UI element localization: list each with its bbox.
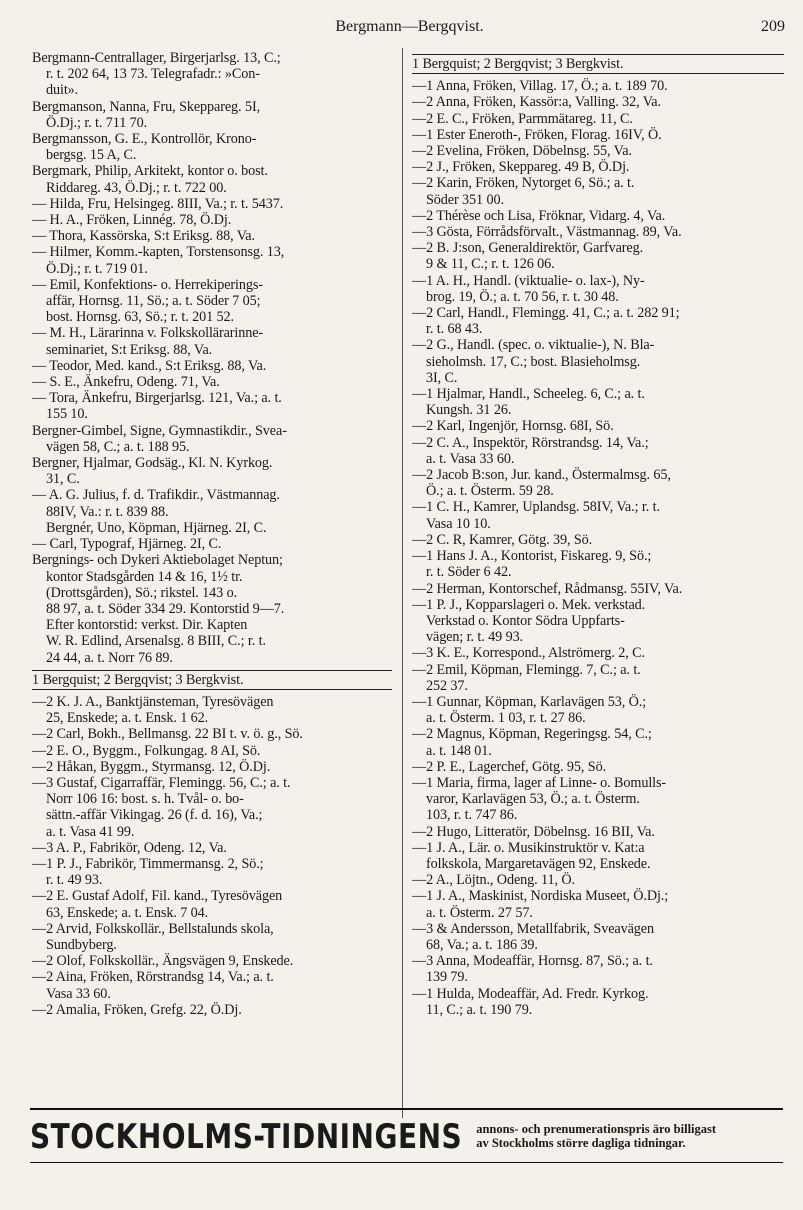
page-header: [34, 18, 785, 42]
directory-entry-line: 31, C.: [46, 471, 80, 488]
directory-entry-line: —1 Gunnar, Köpman, Karlavägen 53, Ö.;: [412, 693, 647, 710]
directory-entry-line: —2 Karl, Ingenjör, Hornsg. 68I, Sö.: [412, 418, 614, 435]
page-number: 209: [761, 18, 785, 35]
directory-entry-line: — Emil, Konfektions- o. Herrekiperings-: [32, 276, 263, 293]
directory-entry-line: duit».: [46, 82, 79, 99]
running-title: Bergmann—Bergqvist.: [335, 18, 484, 35]
directory-entry-line: bost. Hornsg. 63, Sö.; r. t. 201 52.: [46, 309, 234, 326]
directory-entry-line: brog. 19, Ö.; a. t. 70 56, r. t. 30 48.: [426, 288, 619, 305]
directory-entry-line: r. t. 202 64, 13 73. Telegrafadr.: »Con-: [46, 66, 260, 83]
directory-entry-line: Efter kontorstid: verkst. Dir. Kapten: [46, 617, 248, 634]
directory-entry-line: 103, r. t. 747 86.: [426, 807, 518, 824]
directory-entry-line: 9 & 11, C.; r. t. 126 06.: [426, 256, 555, 273]
directory-entry-line: —1 A. H., Handl. (viktualie- o. lax-), Ny-: [412, 272, 645, 289]
directory-entry-line: Bergmansson, G. E., Kontrollör, Krono-: [32, 131, 257, 148]
directory-entry-line: — Hilda, Fru, Helsingeg. 8III, Va.; r. t. 5437.: [32, 195, 284, 212]
directory-entry-line: Sundbyberg.: [46, 936, 117, 953]
directory-entry-line: 1 Bergquist; 2 Bergqvist; 3 Bergkvist.: [32, 670, 392, 690]
directory-entry-line: — Thora, Kassörska, S:t Eriksg. 88, Va.: [32, 228, 255, 245]
directory-entry-line: 68, Va.; a. t. 186 39.: [426, 936, 538, 953]
directory-entry-line: —2 Herman, Kontorschef, Rådmansg. 55IV, Va.: [412, 580, 683, 597]
directory-entry-line: —2 P. E., Lagerchef, Götg. 95, Sö.: [412, 758, 607, 775]
directory-entry-line: Riddareg. 43, Ö.Dj.; r. t. 722 00.: [46, 179, 227, 196]
directory-entry-line: —2 Håkan, Byggm., Styrmansg. 12, Ö.Dj.: [32, 758, 271, 775]
directory-entry-line: Kungsh. 31 26.: [426, 402, 512, 419]
directory-entry-line: —1 P. J., Kopparslageri o. Mek. verkstad.: [412, 596, 646, 613]
directory-entry-line: —1 C. H., Kamrer, Uplandsg. 58IV, Va.; r. t.: [412, 499, 660, 516]
directory-entry-line: —1 J. A., Maskinist, Nordiska Museet, Ö.Dj.;: [412, 888, 669, 905]
directory-entry-line: — Carl, Typograf, Hjärneg. 2I, C.: [32, 536, 222, 553]
advertisement-tagline: [476, 1122, 716, 1150]
directory-entry-line: vägen 58, C.; a. t. 188 95.: [46, 438, 190, 455]
tagline-line-1: annons- och prenumerationspris äro billigast: [476, 1122, 717, 1136]
directory-entry-line: —2 Evelina, Fröken, Döbelnsg. 55, Va.: [412, 143, 632, 160]
directory-entry-line: —2 K. J. A., Banktjänsteman, Tyresövägen: [32, 693, 274, 710]
newspaper-name: STOCKHOLMS-TIDNINGENS: [30, 1116, 463, 1156]
directory-entry-line: —3 K. E., Korrespond., Alströmerg. 2, C.: [412, 645, 645, 662]
directory-entry-line: —2 E. Gustaf Adolf, Fil. kand., Tyresövägen: [32, 888, 283, 905]
directory-entry-line: Vasa 10 10.: [426, 515, 491, 532]
directory-entry-line: Bergnings- och Dykeri Aktiebolaget Neptun;: [32, 552, 283, 569]
column-divider: [402, 48, 403, 1118]
directory-entry-line: Ö.Dj.; r. t. 719 01.: [46, 260, 148, 277]
directory-entry-line: sieholmsh. 17, C.; bost. Blasieholmsg.: [426, 353, 641, 370]
directory-entry-line: kontor Stadsgården 14 & 16, 1½ tr.: [46, 568, 243, 585]
directory-entry-line: r. t. 49 93.: [46, 872, 103, 889]
directory-entry-line: 88 97, a. t. Söder 334 29. Kontorstid 9—7.: [46, 600, 285, 617]
directory-entry-line: —2 A., Löjtn., Odeng. 11, Ö.: [412, 872, 575, 889]
directory-entry-line: —2 Jacob B:son, Jur. kand., Östermalmsg. 65,: [412, 467, 671, 484]
directory-entry-line: affär, Hornsg. 11, Sö.; a. t. Söder 7 05;: [46, 293, 261, 310]
directory-entry-line: 63, Enskede; a. t. Ensk. 7 04.: [46, 904, 209, 921]
directory-entry-line: — Tora, Änkefru, Birgerjarlsg. 121, Va.; a. t.: [32, 390, 282, 407]
directory-entry-line: —1 Hans J. A., Kontorist, Fiskareg. 9, Sö.;: [412, 548, 652, 565]
directory-entry-line: Bergner, Hjalmar, Godsäg., Kl. N. Kyrkog.: [32, 455, 273, 472]
advertisement-banner: [30, 1108, 783, 1163]
directory-entry-line: — H. A., Fröken, Linnég. 78, Ö.Dj.: [32, 212, 232, 229]
directory-entry-line: —2 Amalia, Fröken, Grefg. 22, Ö.Dj.: [32, 1001, 242, 1018]
directory-entry-line: —2 Anna, Fröken, Kassör:a, Valling. 32, Va.: [412, 94, 661, 111]
directory-entry-line: —3 A. P., Fabrikör, Odeng. 12, Va.: [32, 839, 227, 856]
directory-entry-line: —1 Hjalmar, Handl., Scheeleg. 6, C.; a. t.: [412, 386, 645, 403]
directory-entry-line: 252 37.: [426, 677, 468, 694]
directory-entry-line: —1 Anna, Fröken, Villag. 17, Ö.; a. t. 189 70.: [412, 78, 668, 95]
directory-entry-line: —1 J. A., Lär. o. Musikinstruktör v. Kat:a: [412, 839, 645, 856]
directory-entry-line: vägen; r. t. 49 93.: [426, 629, 524, 646]
directory-entry-line: — Teodor, Med. kand., S:t Eriksg. 88, Va.: [32, 357, 267, 374]
directory-entry-line: —2 B. J:son, Generaldirektör, Garfvareg.: [412, 240, 644, 257]
directory-entry-line: —2 G., Handl. (spec. o. viktualie-), N. Bla-: [412, 337, 655, 354]
directory-entry-line: Verkstad o. Kontor Södra Uppfarts-: [426, 612, 625, 629]
left-column: [32, 50, 392, 1018]
directory-entry-line: —2 Carl, Bokh., Bellmansg. 22 BI t. v. ö. g., Sö.: [32, 726, 303, 743]
directory-entry-line: 139 79.: [426, 969, 468, 986]
directory-entry-line: —1 P. J., Fabrikör, Timmermansg. 2, Sö.;: [32, 855, 264, 872]
directory-entry-line: —2 Aina, Fröken, Rörstrandsg 14, Va.; a. t.: [32, 969, 274, 986]
directory-entry-line: —2 J., Fröken, Skeppareg. 49 B, Ö.Dj.: [412, 159, 630, 176]
directory-entry-line: —2 Olof, Folkskollär., Ängsvägen 9, Enskede.: [32, 953, 294, 970]
directory-entry-line: Söder 351 00.: [426, 191, 504, 208]
directory-entry-line: bergsg. 15 A, C.: [46, 147, 137, 164]
directory-entry-line: — S. E., Änkefru, Odeng. 71, Va.: [32, 374, 220, 391]
directory-entry-line: —2 C. R, Kamrer, Götg. 39, Sö.: [412, 531, 593, 548]
directory-entry-line: Bergmanson, Nanna, Fru, Skeppareg. 5I,: [32, 98, 261, 115]
directory-entry-line: —1 Hulda, Modeaffär, Ad. Fredr. Kyrkog.: [412, 985, 649, 1002]
directory-entry-line: —2 Thérèse och Lisa, Fröknar, Vidarg. 4, Va.: [412, 207, 666, 224]
directory-entry-line: Bergnér, Uno, Köpman, Hjärneg. 2I, C.: [46, 519, 267, 536]
directory-entry-line: —1 Maria, firma, lager af Linne- o. Bomulls-: [412, 774, 667, 791]
directory-entry-line: —2 Hugo, Litteratör, Döbelnsg. 16 BII, Va.: [412, 823, 655, 840]
directory-entry-line: sättn.-affär Vikingag. 26 (f. d. 16), Va.;: [46, 807, 263, 824]
directory-entry-line: 88IV, Va.: r. t. 839 88.: [46, 503, 169, 520]
directory-entry-line: Bergmann-Centrallager, Birgerjarlsg. 13, C.;: [32, 50, 281, 66]
directory-entry-line: a. t. Österm. 27 57.: [426, 904, 533, 921]
directory-entry-line: Norr 106 16: bost. s. h. Tvål- o. bo-: [46, 791, 244, 808]
directory-entry-line: 1 Bergquist; 2 Bergqvist; 3 Bergkvist.: [412, 54, 784, 74]
directory-entry-line: —2 Karin, Fröken, Nytorget 6, Sö.; a. t.: [412, 175, 635, 192]
directory-entry-line: Ö.Dj.; r. t. 711 70.: [46, 114, 148, 131]
directory-entry-line: 25, Enskede; a. t. Ensk. 1 62.: [46, 710, 209, 727]
tagline-line-2: av Stockholms större dagliga tidningar.: [476, 1136, 686, 1150]
directory-entry-line: a. t. Vasa 41 99.: [46, 823, 135, 840]
directory-entry-line: r. t. 68 43.: [426, 321, 483, 338]
directory-entry-line: —3 Anna, Modeaffär, Hornsg. 87, Sö.; a. t.: [412, 953, 653, 970]
directory-entry-line: seminariet, S:t Eriksg. 88, Va.: [46, 341, 213, 358]
directory-entry-line: —3 & Andersson, Metallfabrik, Sveavägen: [412, 920, 654, 937]
directory-entry-line: —2 E. C., Fröken, Parmmätareg. 11, C.: [412, 110, 633, 127]
directory-entry-line: — Hilmer, Komm.-kapten, Torstensonsg. 13,: [32, 244, 285, 261]
directory-entry-line: —3 Gösta, Förrådsförvalt., Västmannag. 89, Va.: [412, 224, 682, 241]
directory-entry-line: Bergner-Gimbel, Signe, Gymnastikdir., Svea-: [32, 422, 287, 439]
directory-entry-line: r. t. Söder 6 42.: [426, 564, 512, 581]
directory-entry-line: —2 Emil, Köpman, Flemingg. 7, C.; a. t.: [412, 661, 641, 678]
directory-entry-line: — M. H., Lärarinna v. Folkskollärarinne-: [32, 325, 264, 342]
directory-entry-line: Vasa 33 60.: [46, 985, 111, 1002]
directory-entry-line: —2 Carl, Handl., Flemingg. 41, C.; a. t. 282 91;: [412, 305, 680, 322]
directory-entry-line: folkskola, Margaretavägen 92, Enskede.: [426, 855, 651, 872]
directory-entry-line: (Drottsgården), Sö.; rikstel. 143 o.: [46, 584, 238, 601]
directory-entry-line: a. t. Österm. 1 03, r. t. 27 86.: [426, 710, 586, 727]
directory-entry-line: W. R. Edlind, Arsenalsg. 8 BIII, C.; r. t.: [46, 633, 266, 650]
directory-entry-line: 11, C.; a. t. 190 79.: [426, 1001, 533, 1018]
directory-entry-line: —3 Gustaf, Cigarraffär, Flemingg. 56, C.; a. t.: [32, 774, 291, 791]
directory-entry-line: —2 Magnus, Köpman, Regeringsg. 54, C.;: [412, 726, 652, 743]
directory-entry-line: —1 Ester Eneroth-, Fröken, Florag. 16IV, Ö.: [412, 126, 662, 143]
right-column: [412, 50, 784, 1018]
directory-entry-line: Ö.; a. t. Österm. 59 28.: [426, 483, 554, 500]
directory-entry-line: a. t. Vasa 33 60.: [426, 450, 515, 467]
directory-entry-line: 155 10.: [46, 406, 88, 423]
directory-entry-line: varor, Karlavägen 53, Ö.; a. t. Österm.: [426, 791, 640, 808]
directory-entry-line: —2 C. A., Inspektör, Rörstrandsg. 14, Va.;: [412, 434, 649, 451]
directory-entry-line: 3I, C.: [426, 369, 458, 386]
directory-entry-line: Bergmark, Philip, Arkitekt, kontor o. bost.: [32, 163, 268, 180]
directory-entry-line: 24 44, a. t. Norr 76 89.: [46, 649, 173, 666]
directory-entry-line: —2 E. O., Byggm., Folkungag. 8 AI, Sö.: [32, 742, 261, 759]
directory-entry-line: — A. G. Julius, f. d. Trafikdir., Västmannag.: [32, 487, 280, 504]
directory-entry-line: —2 Arvid, Folkskollär., Bellstalunds skola,: [32, 920, 274, 937]
directory-entry-line: a. t. 148 01.: [426, 742, 492, 759]
